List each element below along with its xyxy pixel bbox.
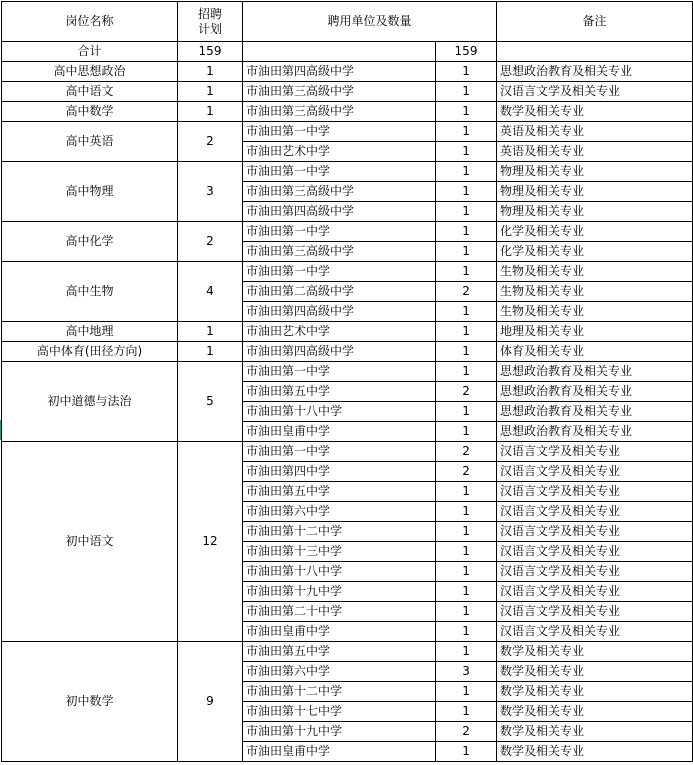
unit-cell[interactable]: 市油田第一中学 xyxy=(243,362,436,382)
count-cell[interactable]: 2 xyxy=(436,382,497,402)
position-cell[interactable]: 高中地理 xyxy=(2,322,178,342)
unit-cell[interactable]: 市油田第十二中学 xyxy=(243,682,436,702)
note-cell[interactable]: 生物及相关专业 xyxy=(497,282,693,302)
plan-cell[interactable]: 1 xyxy=(178,62,243,82)
unit-cell[interactable]: 市油田第十三中学 xyxy=(243,542,436,562)
note-cell[interactable]: 思想政治教育及相关专业 xyxy=(497,422,693,442)
header-plan[interactable] xyxy=(178,2,243,42)
unit-cell[interactable]: 市油田第四高级中学 xyxy=(243,302,436,322)
unit-cell[interactable]: 市油田第二高级中学 xyxy=(243,282,436,302)
note-cell[interactable]: 汉语言文学及相关专业 xyxy=(497,462,693,482)
table-row xyxy=(2,642,693,662)
unit-cell[interactable]: 市油田第十七中学 xyxy=(243,702,436,722)
total-note-empty[interactable] xyxy=(497,42,693,62)
note-cell[interactable]: 汉语言文学及相关专业 xyxy=(497,542,693,562)
unit-cell[interactable]: 市油田第四高级中学 xyxy=(243,342,436,362)
note-cell[interactable]: 英语及相关专业 xyxy=(497,122,693,142)
count-cell[interactable]: 1 xyxy=(436,682,497,702)
table-row xyxy=(2,82,693,102)
count-cell[interactable]: 1 xyxy=(436,522,497,542)
unit-cell[interactable]: 市油田第十九中学 xyxy=(243,582,436,602)
note-cell[interactable]: 生物及相关专业 xyxy=(497,262,693,282)
header-units[interactable]: 聘用单位及数量 xyxy=(243,2,497,42)
note-cell[interactable]: 数学及相关专业 xyxy=(497,722,693,742)
plan-cell[interactable]: 1 xyxy=(178,342,243,362)
note-cell[interactable]: 汉语言文学及相关专业 xyxy=(497,602,693,622)
plan-cell[interactable]: 9 xyxy=(178,642,243,762)
note-cell[interactable]: 数学及相关专业 xyxy=(497,742,693,762)
count-cell[interactable]: 1 xyxy=(436,342,497,362)
unit-cell[interactable]: 市油田第五中学 xyxy=(243,382,436,402)
position-cell[interactable]: 高中化学 xyxy=(2,222,178,262)
total-unit-empty[interactable] xyxy=(243,42,436,62)
note-cell[interactable]: 物理及相关专业 xyxy=(497,162,693,182)
unit-cell[interactable]: 市油田第三高级中学 xyxy=(243,182,436,202)
count-cell[interactable]: 1 xyxy=(436,142,497,162)
note-cell[interactable]: 英语及相关专业 xyxy=(497,142,693,162)
note-cell[interactable]: 汉语言文学及相关专业 xyxy=(497,82,693,102)
table-row xyxy=(2,222,693,242)
unit-cell[interactable]: 市油田第十八中学 xyxy=(243,562,436,582)
unit-cell[interactable]: 市油田皇甫中学 xyxy=(243,422,436,442)
note-cell[interactable]: 汉语言文学及相关专业 xyxy=(497,442,693,462)
note-cell[interactable]: 数学及相关专业 xyxy=(497,702,693,722)
plan-cell[interactable]: 1 xyxy=(178,82,243,102)
position-cell[interactable]: 高中英语 xyxy=(2,122,178,162)
unit-cell[interactable]: 市油田第一中学 xyxy=(243,122,436,142)
plan-cell[interactable]: 1 xyxy=(178,102,243,122)
position-cell[interactable]: 初中数学 xyxy=(2,642,178,762)
note-cell[interactable]: 汉语言文学及相关专业 xyxy=(497,502,693,522)
unit-cell[interactable]: 市油田艺术中学 xyxy=(243,142,436,162)
unit-cell[interactable]: 市油田第五中学 xyxy=(243,482,436,502)
count-cell[interactable]: 1 xyxy=(436,62,497,82)
count-cell[interactable]: 1 xyxy=(436,322,497,342)
note-cell[interactable]: 数学及相关专业 xyxy=(497,642,693,662)
unit-cell[interactable]: 市油田第一中学 xyxy=(243,262,436,282)
unit-cell[interactable]: 市油田第四高级中学 xyxy=(243,62,436,82)
unit-cell[interactable]: 市油田第十二中学 xyxy=(243,522,436,542)
total-plan[interactable]: 159 xyxy=(178,42,243,62)
total-label[interactable]: 合计 xyxy=(2,42,178,62)
unit-cell[interactable]: 市油田第二十中学 xyxy=(243,602,436,622)
unit-cell[interactable]: 市油田第一中学 xyxy=(243,162,436,182)
recruitment-table xyxy=(1,1,693,762)
header-plan-line1: 招聘 xyxy=(197,6,222,21)
count-cell[interactable]: 1 xyxy=(436,482,497,502)
count-cell[interactable]: 1 xyxy=(436,402,497,422)
count-cell[interactable]: 1 xyxy=(436,502,497,522)
table-row xyxy=(2,102,693,122)
count-cell[interactable]: 1 xyxy=(436,262,497,282)
note-cell[interactable]: 汉语言文学及相关专业 xyxy=(497,582,693,602)
unit-cell[interactable]: 市油田第六中学 xyxy=(243,662,436,682)
note-cell[interactable]: 思想政治教育及相关专业 xyxy=(497,402,693,422)
count-cell[interactable]: 2 xyxy=(436,282,497,302)
unit-cell[interactable]: 市油田皇甫中学 xyxy=(243,742,436,762)
table-row xyxy=(2,442,693,462)
note-cell[interactable]: 地理及相关专业 xyxy=(497,322,693,342)
count-cell[interactable]: 1 xyxy=(436,302,497,322)
unit-cell[interactable]: 市油田第三高级中学 xyxy=(243,82,436,102)
note-cell[interactable]: 数学及相关专业 xyxy=(497,662,693,682)
unit-cell[interactable]: 市油田第五中学 xyxy=(243,642,436,662)
unit-cell[interactable]: 市油田艺术中学 xyxy=(243,322,436,342)
note-cell[interactable]: 汉语言文学及相关专业 xyxy=(497,622,693,642)
note-cell[interactable]: 思想政治教育及相关专业 xyxy=(497,362,693,382)
note-cell[interactable]: 思想政治教育及相关专业 xyxy=(497,62,693,82)
note-cell[interactable]: 思想政治教育及相关专业 xyxy=(497,382,693,402)
count-cell[interactable]: 1 xyxy=(436,222,497,242)
header-row xyxy=(2,2,693,42)
unit-cell[interactable]: 市油田第十九中学 xyxy=(243,722,436,742)
unit-cell[interactable]: 市油田皇甫中学 xyxy=(243,622,436,642)
plan-cell[interactable]: 4 xyxy=(178,262,243,322)
unit-cell[interactable]: 市油田第一中学 xyxy=(243,222,436,242)
count-cell[interactable]: 1 xyxy=(436,362,497,382)
count-cell[interactable]: 1 xyxy=(436,422,497,442)
count-cell[interactable]: 1 xyxy=(436,82,497,102)
position-cell[interactable]: 高中数学 xyxy=(2,102,178,122)
note-cell[interactable]: 生物及相关专业 xyxy=(497,302,693,322)
plan-cell[interactable]: 1 xyxy=(178,322,243,342)
note-cell[interactable]: 数学及相关专业 xyxy=(497,682,693,702)
count-cell[interactable]: 1 xyxy=(436,122,497,142)
note-cell[interactable]: 汉语言文学及相关专业 xyxy=(497,522,693,542)
count-cell[interactable]: 1 xyxy=(436,622,497,642)
unit-cell[interactable]: 市油田第一中学 xyxy=(243,442,436,462)
table-row xyxy=(2,162,693,182)
note-cell[interactable]: 化学及相关专业 xyxy=(497,222,693,242)
count-cell[interactable]: 1 xyxy=(436,102,497,122)
count-cell[interactable]: 1 xyxy=(436,162,497,182)
count-cell[interactable]: 1 xyxy=(436,582,497,602)
unit-cell[interactable]: 市油田第三高级中学 xyxy=(243,242,436,262)
count-cell[interactable]: 3 xyxy=(436,662,497,682)
note-cell[interactable]: 化学及相关专业 xyxy=(497,242,693,262)
note-cell[interactable]: 体育及相关专业 xyxy=(497,342,693,362)
note-cell[interactable]: 物理及相关专业 xyxy=(497,182,693,202)
count-cell[interactable]: 1 xyxy=(436,742,497,762)
unit-cell[interactable]: 市油田第四中学 xyxy=(243,462,436,482)
count-cell[interactable]: 1 xyxy=(436,562,497,582)
unit-cell[interactable]: 市油田第四高级中学 xyxy=(243,202,436,222)
table-row xyxy=(2,122,693,142)
header-note[interactable]: 备注 xyxy=(497,2,693,42)
unit-cell[interactable]: 市油田第三高级中学 xyxy=(243,102,436,122)
position-cell[interactable]: 高中体育(田径方向) xyxy=(2,342,178,362)
note-cell[interactable]: 数学及相关专业 xyxy=(497,102,693,122)
plan-cell[interactable]: 5 xyxy=(178,362,243,442)
count-cell[interactable]: 1 xyxy=(436,542,497,562)
note-cell[interactable]: 汉语言文学及相关专业 xyxy=(497,482,693,502)
plan-cell[interactable]: 12 xyxy=(178,442,243,642)
position-cell[interactable]: 初中语文 xyxy=(2,442,178,642)
position-cell[interactable]: 初中道德与法治 xyxy=(2,362,178,442)
header-plan-line2: 计划 xyxy=(197,21,222,36)
position-cell[interactable]: 高中物理 xyxy=(2,162,178,222)
count-cell[interactable]: 2 xyxy=(436,442,497,462)
table-row xyxy=(2,62,693,82)
note-cell[interactable]: 汉语言文学及相关专业 xyxy=(497,562,693,582)
count-cell[interactable]: 1 xyxy=(436,202,497,222)
table-row xyxy=(2,322,693,342)
table-row xyxy=(2,342,693,362)
count-cell[interactable]: 1 xyxy=(436,702,497,722)
count-cell[interactable]: 1 xyxy=(436,642,497,662)
note-cell[interactable]: 物理及相关专业 xyxy=(497,202,693,222)
table-row xyxy=(2,362,693,382)
table-row xyxy=(2,262,693,282)
count-cell[interactable]: 1 xyxy=(436,602,497,622)
total-row xyxy=(2,42,693,62)
plan-cell[interactable]: 2 xyxy=(178,222,243,262)
plan-cell[interactable]: 2 xyxy=(178,122,243,162)
header-position[interactable]: 岗位名称 xyxy=(2,2,178,42)
position-cell[interactable]: 高中思想政治 xyxy=(2,62,178,82)
position-cell[interactable]: 高中语文 xyxy=(2,82,178,102)
total-count[interactable]: 159 xyxy=(436,42,497,62)
unit-cell[interactable]: 市油田第六中学 xyxy=(243,502,436,522)
count-cell[interactable]: 1 xyxy=(436,182,497,202)
position-cell[interactable]: 高中生物 xyxy=(2,262,178,322)
unit-cell[interactable]: 市油田第十八中学 xyxy=(243,402,436,422)
count-cell[interactable]: 1 xyxy=(436,242,497,262)
count-cell[interactable]: 2 xyxy=(436,462,497,482)
count-cell[interactable]: 2 xyxy=(436,722,497,742)
plan-cell[interactable]: 3 xyxy=(178,162,243,222)
